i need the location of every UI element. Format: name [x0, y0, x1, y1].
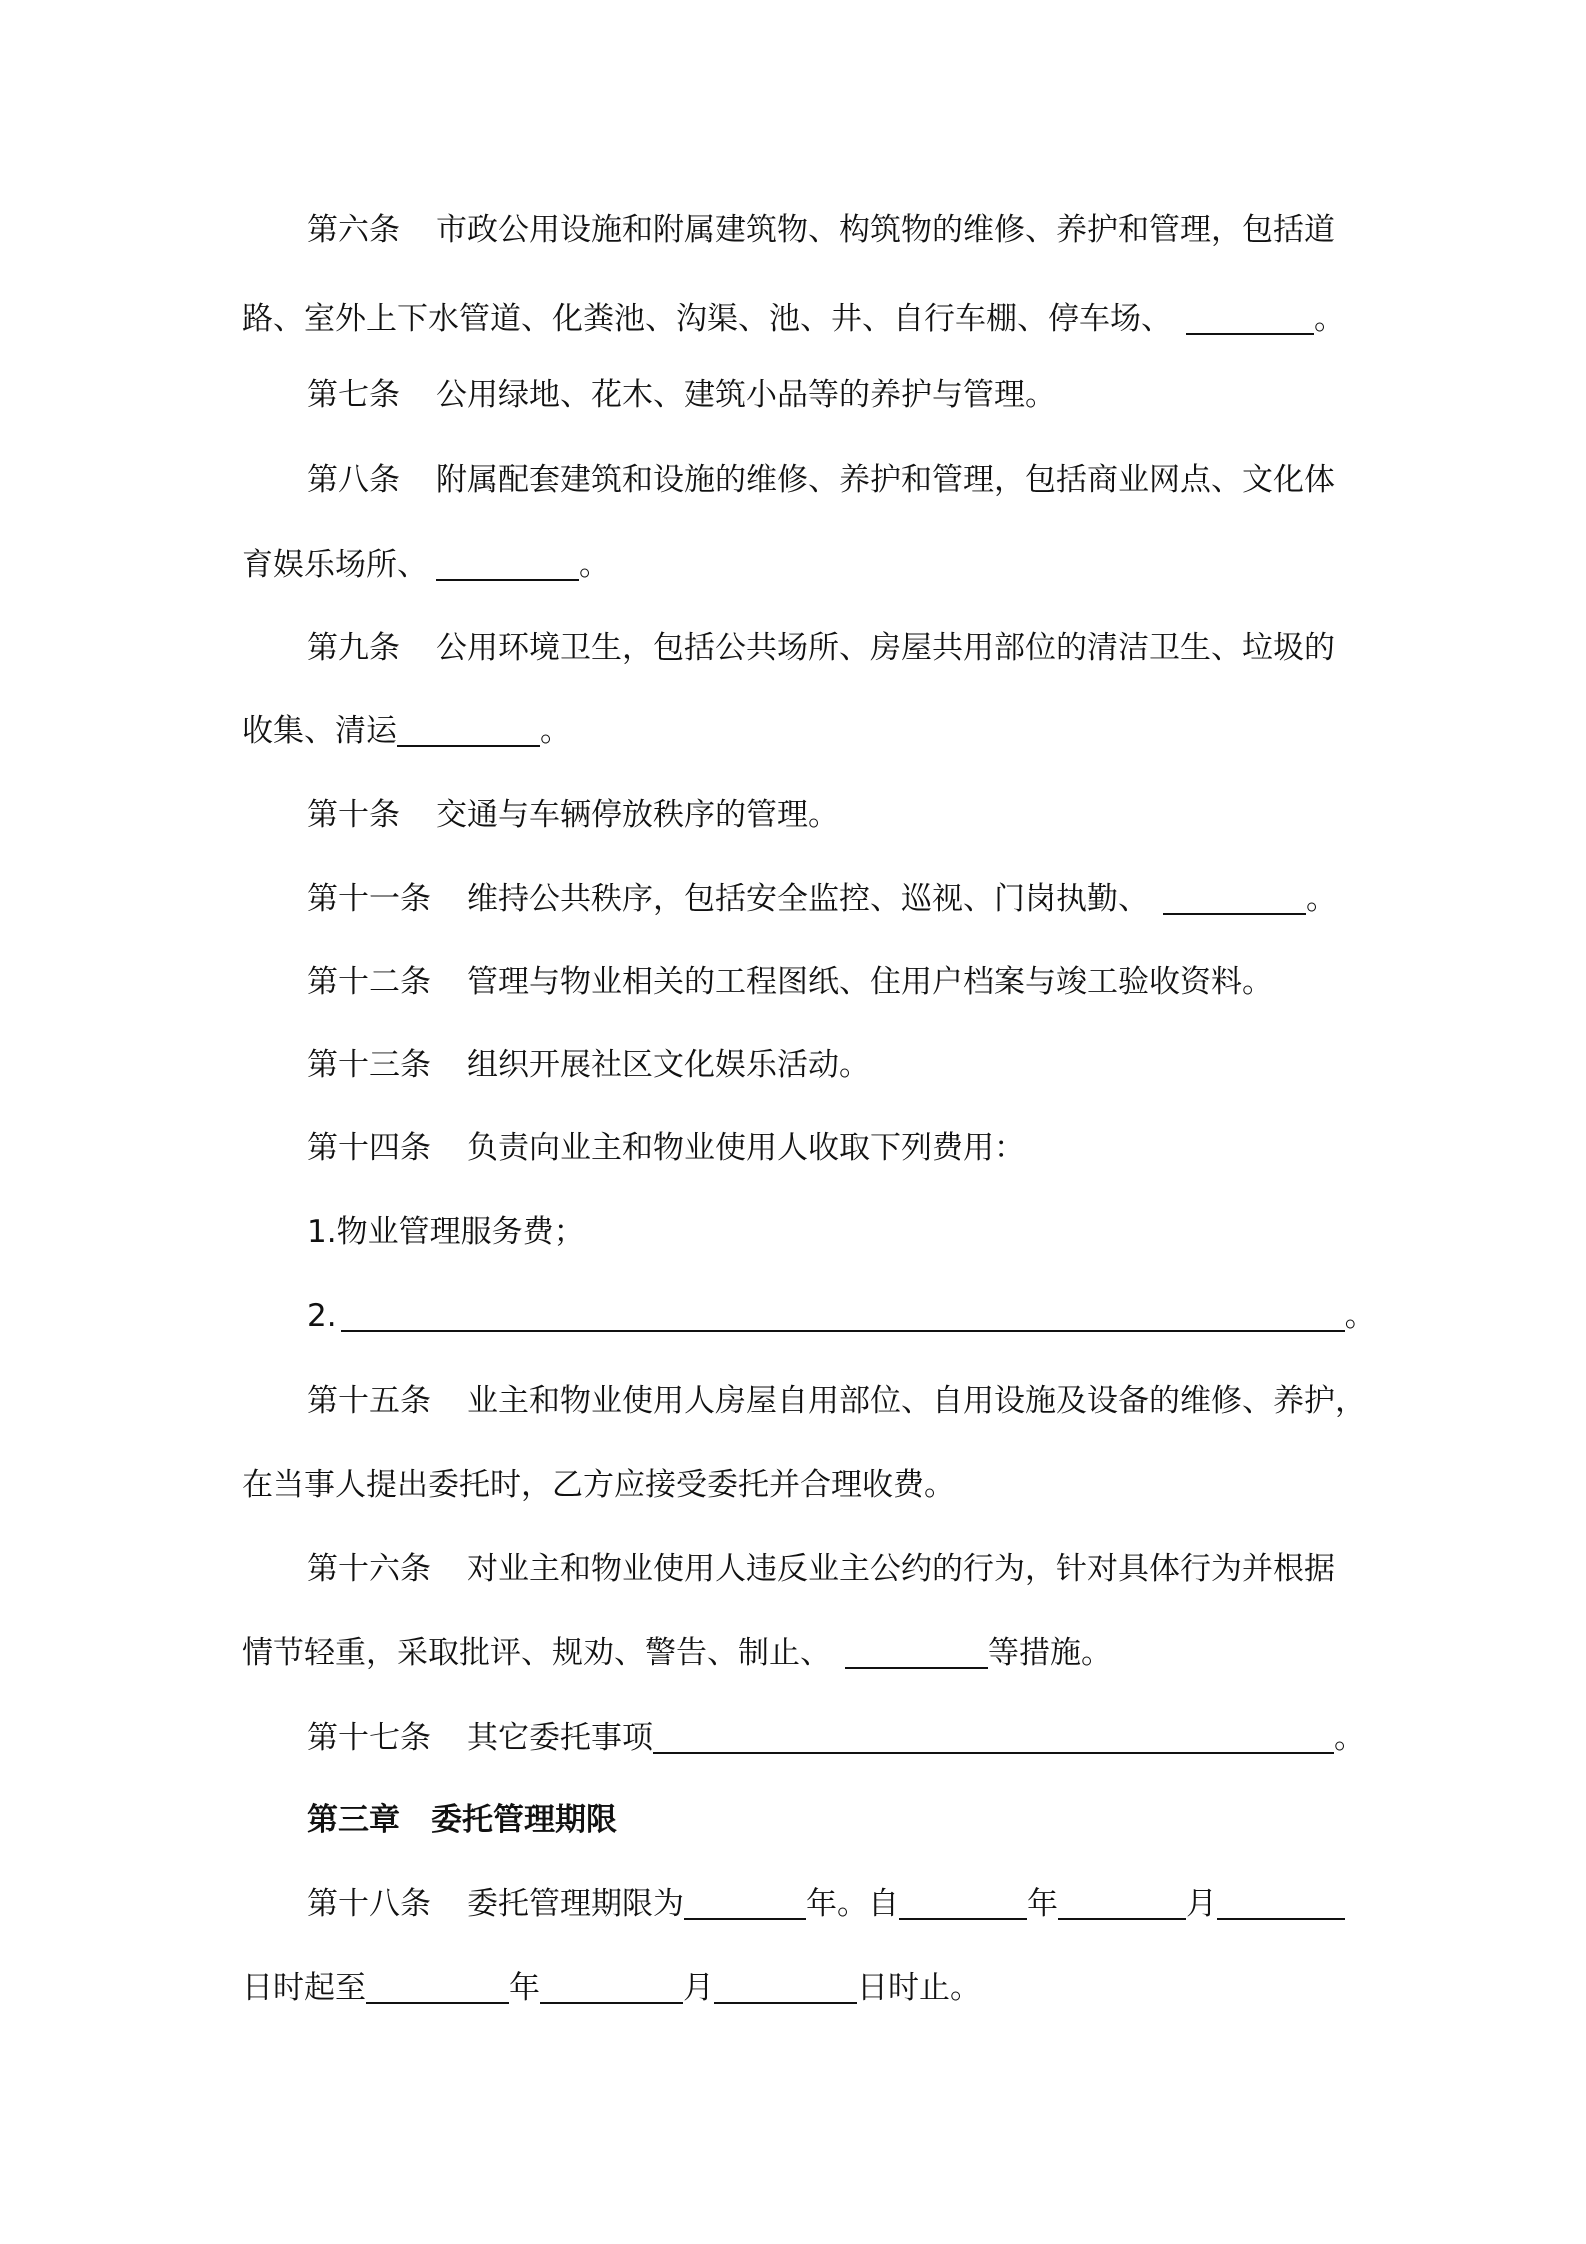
article-13	[307, 1045, 870, 1085]
period: 。	[1314, 301, 1345, 337]
article-18-line-1	[307, 1884, 1345, 1924]
article-8-text: 附属配套建筑和设施的维修、养护和管理，包括商业网点、文化体	[436, 462, 1335, 498]
article-18-text: 委托管理期限为	[467, 1886, 684, 1922]
article-15-text: 业主和物业使用人房屋自用部位、自用设施及设备的维修、养护，	[467, 1383, 1366, 1419]
article-12	[307, 962, 1273, 1002]
fill-blank-long[interactable]	[653, 1722, 1334, 1754]
article-17	[307, 1718, 1365, 1758]
article-6-line-1	[307, 210, 1335, 250]
year-unit: 年	[1027, 1886, 1058, 1922]
article-15-label: 第十五条	[307, 1383, 431, 1419]
article-14-text: 负责向业主和物业使用人收取下列费用：	[467, 1130, 1025, 1166]
article-11-text: 维持公共秩序，包括安全监控、巡视、门岗执勤、	[467, 881, 1149, 917]
article-10	[307, 795, 839, 835]
end-day-text: 日时止。	[857, 1970, 981, 2006]
article-18-line-2	[242, 1968, 981, 2008]
start-day-text: 日时起至	[242, 1970, 366, 2006]
chapter-3-title: 第三章 委托管理期限	[307, 1802, 617, 1838]
article-8-line-2	[242, 545, 610, 585]
start-month-blank[interactable]	[1058, 1888, 1186, 1920]
article-9-line-1	[307, 628, 1335, 668]
article-7-text: 公用绿地、花木、建筑小品等的养护与管理。	[436, 377, 1056, 413]
month-unit: 月	[683, 1970, 714, 2006]
article-17-text: 其它委托事项	[467, 1720, 653, 1756]
start-year-blank[interactable]	[899, 1888, 1027, 1920]
year-unit: 年	[806, 1886, 837, 1922]
article-16-line-1	[307, 1549, 1335, 1589]
article-7	[307, 375, 1056, 415]
article-15-line-1	[307, 1381, 1366, 1421]
fill-blank[interactable]	[436, 549, 579, 581]
fill-blank[interactable]	[397, 715, 540, 747]
article-14-label: 第十四条	[307, 1130, 431, 1166]
fee-item-2-number: 2.	[307, 1298, 337, 1334]
article-10-label: 第十条	[307, 797, 400, 833]
end-day-blank[interactable]	[714, 1972, 857, 2004]
period: 。	[1334, 1720, 1365, 1756]
article-15-text-cont: 在当事人提出委托时，乙方应接受委托并合理收费。	[242, 1467, 955, 1503]
article-11	[307, 879, 1337, 919]
article-16-label: 第十六条	[307, 1551, 431, 1587]
article-13-text: 组织开展社区文化娱乐活动。	[467, 1047, 870, 1083]
article-17-label: 第十七条	[307, 1720, 431, 1756]
article-14-item-2	[307, 1296, 1376, 1336]
article-6-text-cont: 路、室外上下水管道、化粪池、沟渠、池、井、自行车棚、停车场、	[242, 301, 1172, 337]
article-12-text: 管理与物业相关的工程图纸、住用户档案与竣工验收资料。	[467, 964, 1273, 1000]
end-year-blank[interactable]	[366, 1972, 509, 2004]
fill-blank-long[interactable]	[341, 1300, 1345, 1332]
term-years-blank[interactable]	[684, 1888, 806, 1920]
period: 。	[1344, 1298, 1376, 1334]
from-text: 。自	[837, 1886, 899, 1922]
year-unit: 年	[509, 1970, 540, 2006]
fill-blank[interactable]	[1163, 883, 1306, 915]
end-month-blank[interactable]	[540, 1972, 683, 2004]
article-18-label: 第十八条	[307, 1886, 431, 1922]
article-9-text-cont: 收集、清运	[242, 713, 397, 749]
article-8-label: 第八条	[307, 462, 400, 498]
article-16-text-end: 等措施。	[988, 1635, 1112, 1671]
article-8-line-1	[307, 460, 1335, 500]
article-16-text: 对业主和物业使用人违反业主公约的行为，针对具体行为并根据	[467, 1551, 1335, 1587]
article-10-text: 交通与车辆停放秩序的管理。	[436, 797, 839, 833]
article-9-text: 公用环境卫生，包括公共场所、房屋共用部位的清洁卫生、垃圾的	[436, 630, 1335, 666]
article-14-item-1	[307, 1212, 585, 1252]
article-12-label: 第十二条	[307, 964, 431, 1000]
chapter-3-heading	[307, 1800, 617, 1840]
period: 。	[579, 547, 610, 583]
period: 。	[1306, 881, 1337, 917]
fill-blank[interactable]	[845, 1637, 988, 1669]
article-16-line-2	[242, 1633, 1112, 1673]
article-9-line-2	[242, 711, 571, 751]
article-14	[307, 1128, 1025, 1168]
article-8-text-cont: 育娱乐场所、	[242, 547, 428, 583]
article-6-line-2	[242, 299, 1345, 339]
month-unit: 月	[1186, 1886, 1217, 1922]
article-16-text-cont: 情节轻重，采取批评、规劝、警告、制止、	[242, 1635, 831, 1671]
period: 。	[540, 713, 571, 749]
article-6-label: 第六条	[307, 212, 400, 248]
article-9-label: 第九条	[307, 630, 400, 666]
article-7-label: 第七条	[307, 377, 400, 413]
fill-blank[interactable]	[1186, 303, 1314, 335]
fee-item-1: 1.物业管理服务费；	[307, 1214, 585, 1250]
start-day-blank[interactable]	[1217, 1888, 1345, 1920]
article-11-label: 第十一条	[307, 881, 431, 917]
article-13-label: 第十三条	[307, 1047, 431, 1083]
article-15-line-2	[242, 1465, 955, 1505]
article-6-text: 市政公用设施和附属建筑物、构筑物的维修、养护和管理，包括道	[436, 212, 1335, 248]
